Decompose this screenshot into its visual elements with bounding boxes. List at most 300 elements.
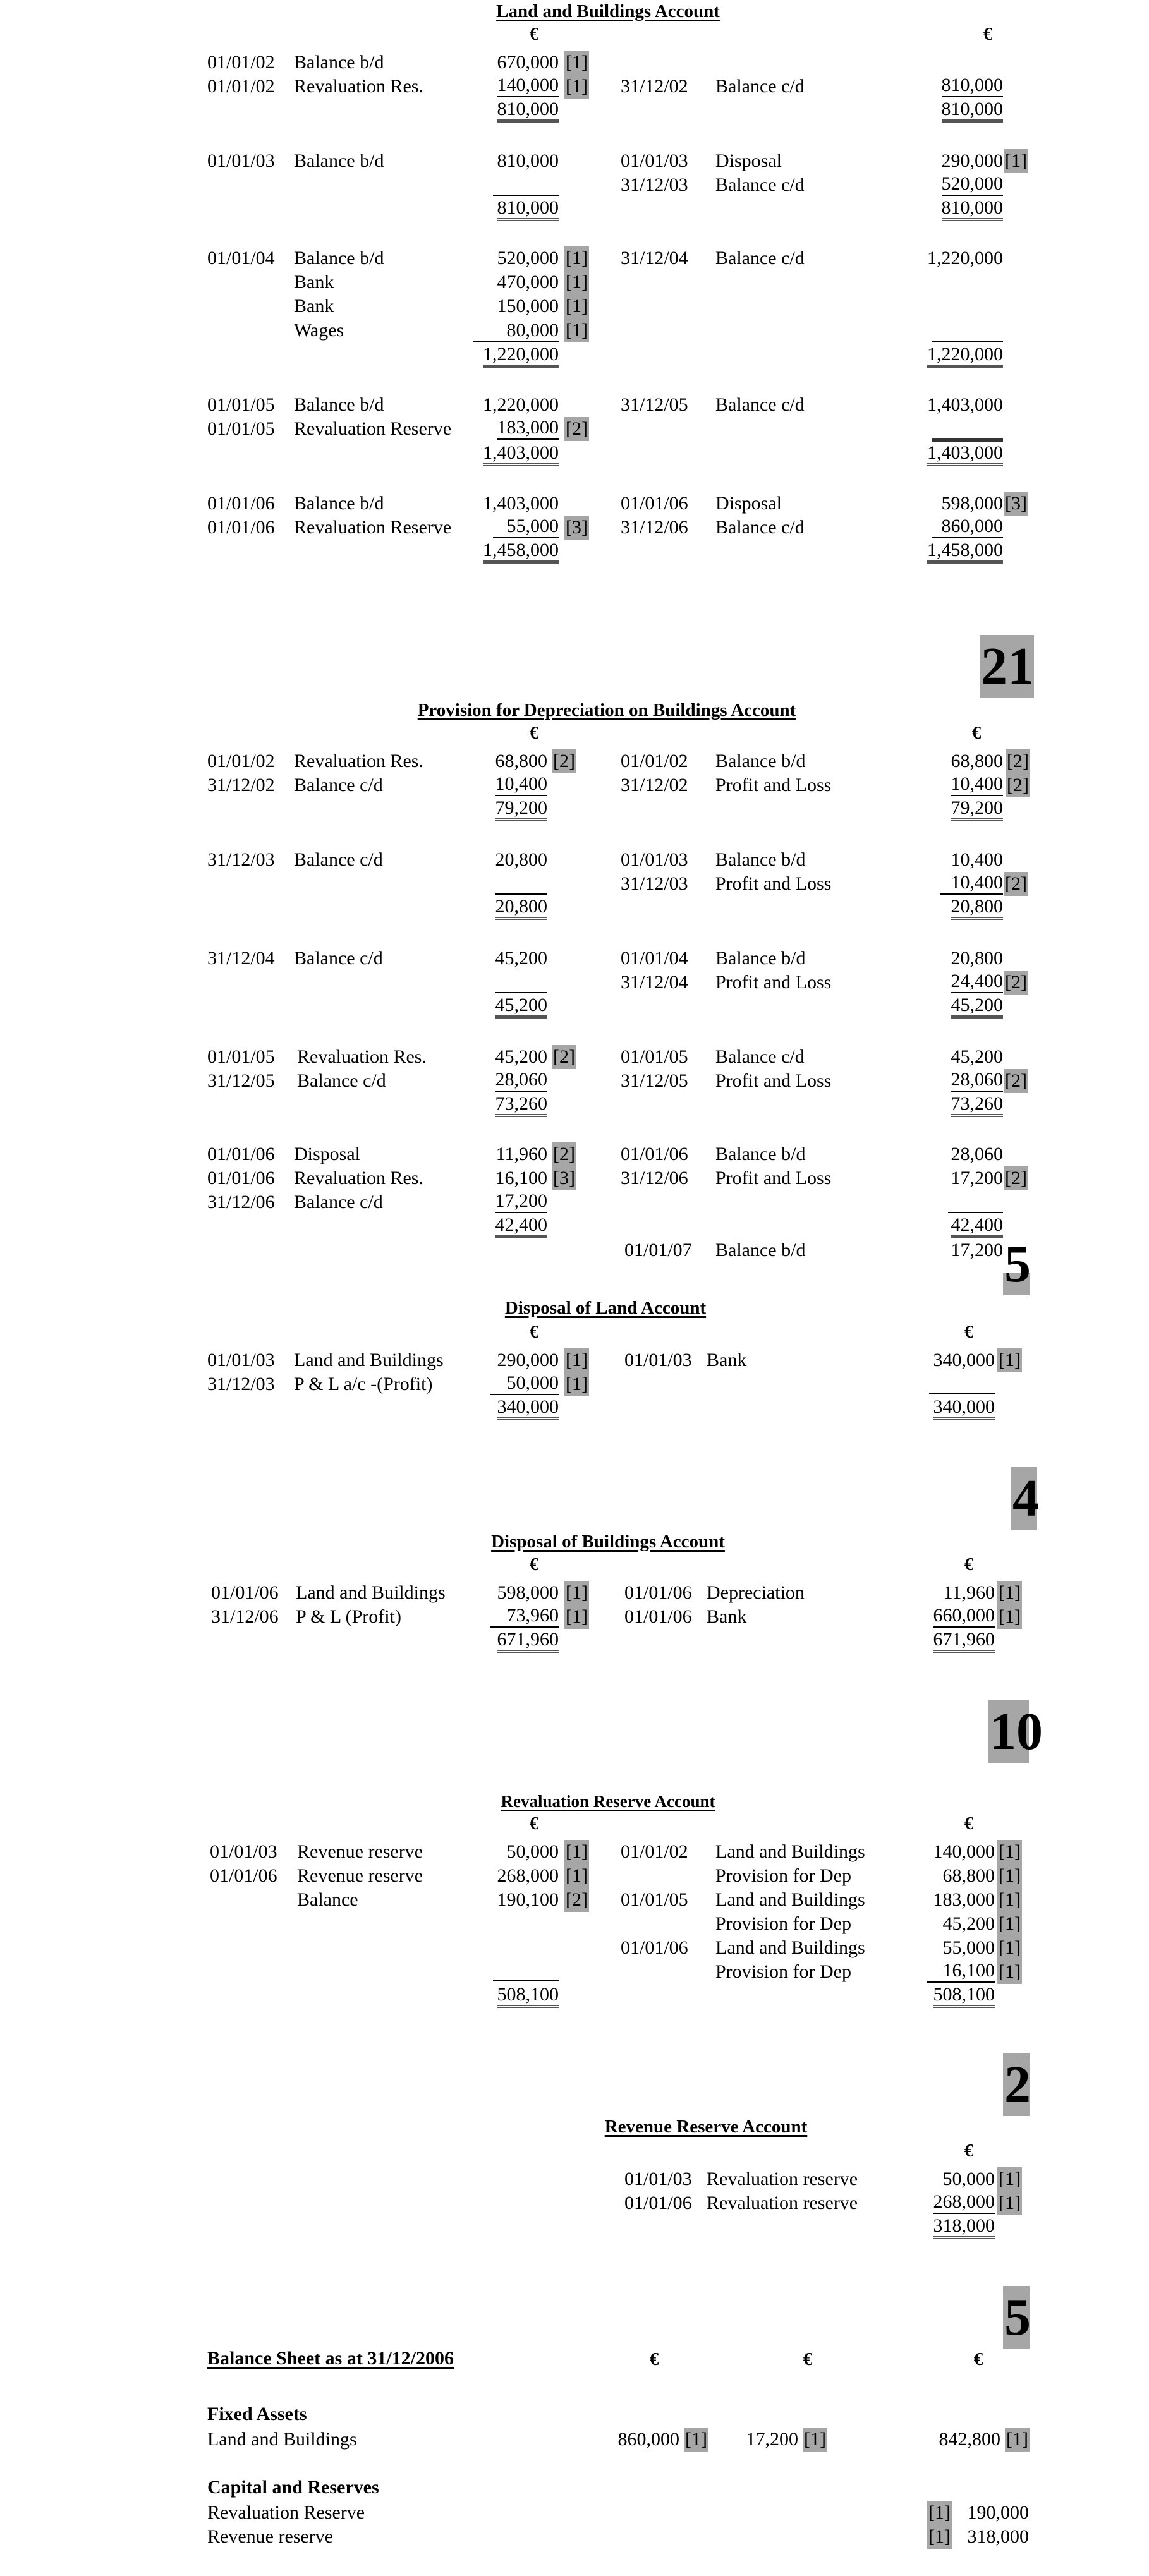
mark-badge: [1] (564, 1864, 589, 1888)
debit-desc: Balance b/d (294, 248, 384, 269)
ledger-row (0, 294, 1149, 318)
total-row (0, 442, 1149, 466)
credit-date: 01/01/06 (624, 1606, 692, 1627)
debit-amount: 28,060 (495, 1069, 548, 1092)
reserve-label: Revenue reserve (207, 2526, 334, 2547)
debit-subtotal-rule (473, 341, 559, 342)
mark-badge: [1] (927, 2525, 952, 2549)
credit-date: 01/01/02 (621, 1841, 688, 1862)
ledger-row (0, 1864, 1149, 1888)
col1-currency: € (649, 2349, 659, 2369)
reserve-value: 318,000 (967, 2526, 1029, 2547)
debit-date: 01/01/05 (207, 418, 275, 439)
mark-badge: [1] (997, 1348, 1022, 1372)
debit-date: 31/12/05 (207, 1070, 275, 1091)
credit-date: 01/01/06 (621, 1144, 688, 1164)
debit-subtotal-rule (493, 195, 559, 196)
col3-currency: € (973, 2349, 983, 2369)
debit-desc: Wages (294, 320, 344, 341)
debit-amount: 10,400 (495, 773, 548, 796)
mark-badge: [1] (1005, 2428, 1030, 2452)
mark-badge: [1] (684, 2428, 708, 2452)
credit-date: 01/01/06 (624, 2192, 692, 2213)
debit-total: 1,220,000 (483, 344, 559, 368)
credit-date: 31/12/06 (621, 1168, 688, 1188)
credit-desc: Bank (707, 1606, 747, 1627)
debit-amount: 268,000 (497, 1865, 559, 1886)
total-row (0, 1093, 1149, 1117)
credit-desc: Bank (707, 1350, 747, 1370)
credit-amount: 16,100 (927, 1960, 995, 1983)
credit-amount: 68,800 (951, 751, 1003, 771)
debit-amount: 73,960 (490, 1605, 559, 1628)
credit-desc: Land and Buildings (715, 1937, 865, 1958)
section-title: Disposal of Buildings Account (491, 1532, 725, 1552)
ledger-row (0, 1348, 1149, 1372)
credit-desc: Revaluation reserve (707, 2168, 858, 2189)
credit-desc: Balance c/d (715, 174, 805, 195)
section-title: Disposal of Land Account (504, 1298, 707, 1318)
credit-amount: 860,000 (932, 516, 1003, 538)
ledger-row (0, 1166, 1149, 1190)
credit-amount: 55,000 (942, 1937, 995, 1958)
credit-date: 31/12/06 (621, 517, 688, 538)
debit-amount: 183,000 (497, 417, 559, 440)
debit-date: 01/01/06 (207, 517, 275, 538)
mark-badge: [1] (803, 2428, 827, 2452)
debit-amount: 810,000 (497, 150, 559, 171)
debit-date: 01/01/02 (207, 52, 275, 73)
debit-date: 01/01/05 (207, 1046, 275, 1067)
debit-amount: 50,000 (506, 1841, 559, 1862)
credit-total: 671,960 (933, 1629, 995, 1653)
ledger-row (0, 1840, 1149, 1864)
total-row (0, 2215, 1149, 2239)
mark-badge: [1] (997, 1960, 1022, 1984)
ledger-row (0, 318, 1149, 342)
section-title: Revenue Reserve Account (604, 2117, 808, 2137)
debit-desc: Balance b/d (294, 150, 384, 171)
debit-desc: Balance c/d (297, 1070, 386, 1091)
debit-desc: Balance b/d (294, 493, 384, 514)
mark-badge: [1] (564, 51, 589, 75)
mark-badge: [1] (997, 1605, 1022, 1629)
ledger-row (0, 1045, 1149, 1069)
mark-badge: [1] (997, 1864, 1022, 1888)
debit-total: 508,100 (497, 1984, 559, 2008)
credit-total: 42,400 (951, 1214, 1004, 1238)
debit-total: 340,000 (497, 1396, 559, 1420)
mark-badge: [3] (1004, 492, 1028, 516)
credit-date: 01/01/06 (621, 1937, 688, 1958)
credit-desc: Provision for Dep (715, 1913, 851, 1934)
mark-badge: [2] (552, 1142, 576, 1166)
debit-total: 671,960 (497, 1629, 559, 1653)
total-row (0, 1214, 1149, 1238)
debit-date: 01/01/02 (207, 751, 275, 771)
credit-date: 01/01/05 (621, 1889, 688, 1910)
mark-badge: [2] (1006, 749, 1030, 773)
credit-desc: Land and Buildings (715, 1841, 865, 1862)
marks-badge: 2 (1003, 2053, 1030, 2116)
ledger-row (0, 173, 1149, 197)
credit-desc: Balance c/d (715, 1046, 805, 1067)
credit-date: 31/12/05 (621, 394, 688, 415)
credit-date: 01/01/04 (621, 948, 688, 969)
credit-desc: Land and Buildings (715, 1889, 865, 1910)
ledger-row (0, 1238, 1149, 1262)
credit-currency: € (964, 1322, 974, 1342)
debit-desc: Bank (294, 272, 334, 293)
credit-desc: Balance b/d (715, 1240, 806, 1261)
credit-date: 01/01/03 (621, 150, 688, 171)
debit-date: 01/01/06 (207, 493, 275, 514)
debit-currency: € (529, 723, 539, 743)
debit-desc: Land and Buildings (296, 1582, 446, 1603)
ledger-row (0, 51, 1149, 75)
debit-desc: Revaluation Res. (294, 76, 423, 97)
mark-badge: [2] (1004, 1166, 1028, 1190)
credit-desc: Provision for Dep (715, 1865, 851, 1886)
mark-badge: [2] (1004, 872, 1028, 896)
credit-desc: Balance b/d (715, 1144, 806, 1164)
credit-date: 01/01/07 (624, 1240, 692, 1261)
credit-date: 31/12/03 (621, 873, 688, 894)
ledger-row (0, 773, 1149, 797)
debit-date: 31/12/02 (207, 775, 275, 795)
ledger-row (0, 492, 1149, 516)
ledger-row (0, 1936, 1149, 1960)
mark-badge: [1] (564, 1605, 589, 1629)
marks-badge: 4 (1011, 1467, 1037, 1530)
ledger-row (0, 848, 1149, 872)
credit-desc: Disposal (715, 493, 782, 514)
ledger-row (0, 872, 1149, 896)
mark-badge: [1] (564, 1348, 589, 1372)
mark-badge: [2] (552, 749, 576, 773)
revenue-reserve-row (0, 2525, 1149, 2549)
mark-badge: [1] (997, 1936, 1022, 1960)
credit-desc: Revaluation reserve (707, 2192, 858, 2213)
section-title: Land and Buildings Account (496, 1, 720, 21)
debit-amount: 50,000 (490, 1372, 559, 1395)
credit-desc: Balance b/d (715, 849, 806, 870)
depreciation-value: 17,200 (746, 2429, 798, 2450)
credit-total: 340,000 (933, 1396, 995, 1420)
credit-amount: 24,400 (951, 971, 1004, 993)
debit-date: 31/12/06 (211, 1606, 279, 1627)
asset-label: Land and Buildings (207, 2429, 357, 2450)
debit-desc: Balance c/d (294, 1192, 383, 1212)
debit-amount: 598,000 (497, 1582, 559, 1603)
mark-badge: [2] (564, 417, 589, 441)
debit-amount: 80,000 (506, 320, 559, 341)
mark-badge: [1] (564, 1581, 589, 1605)
debit-subtotal-rule (493, 1980, 559, 1981)
credit-amount: 810,000 (942, 75, 1004, 97)
credit-total: 1,220,000 (927, 344, 1003, 368)
credit-desc: Depreciation (707, 1582, 805, 1603)
col2-currency: € (803, 2349, 813, 2369)
debit-subtotal-rule (495, 992, 547, 993)
credit-total: 318,000 (933, 2215, 995, 2239)
credit-amount: 20,800 (951, 948, 1003, 969)
debit-subtotal-rule (495, 893, 547, 895)
credit-total: 79,200 (951, 797, 1004, 821)
credit-amount: 140,000 (933, 1841, 995, 1862)
credit-date: 01/01/03 (624, 2168, 692, 2189)
credit-desc: Balance c/d (715, 394, 805, 415)
ledger-row (0, 516, 1149, 540)
fixed-assets-heading: Fixed Assets (207, 2404, 307, 2424)
credit-currency: € (964, 2141, 974, 2161)
credit-amount: 50,000 (942, 2168, 995, 2189)
credit-amount: 17,200 (951, 1240, 1003, 1261)
credit-total: 810,000 (942, 99, 1004, 123)
marks-badge-clipped (1003, 1235, 1031, 1295)
ledger-row (0, 749, 1149, 773)
debit-currency: € (529, 1322, 539, 1342)
ledger-row (0, 246, 1149, 270)
debit-date: 01/01/06 (210, 1865, 277, 1886)
credit-amount: 183,000 (933, 1889, 995, 1910)
debit-amount: 16,100 (495, 1168, 547, 1188)
debit-amount: 45,200 (495, 1046, 547, 1067)
credit-desc: Balance c/d (715, 517, 805, 538)
credit-amount: 520,000 (942, 173, 1004, 196)
credit-subtotal-rule (932, 341, 1003, 342)
ledger-row (0, 1069, 1149, 1093)
debit-date: 01/01/02 (207, 76, 275, 97)
credit-desc: Provision for Dep (715, 1961, 851, 1982)
land-buildings-row (0, 2428, 1149, 2452)
ledger-row (0, 1888, 1149, 1912)
credit-total: 1,403,000 (927, 442, 1003, 466)
credit-date: 31/12/04 (621, 248, 688, 269)
section-title: Revaluation Reserve Account (501, 1792, 715, 1811)
mark-badge: [1] (997, 1581, 1022, 1605)
mark-badge: [1] (564, 246, 589, 270)
credit-amount: 1,403,000 (927, 394, 1003, 415)
credit-currency: € (971, 723, 982, 743)
credit-amount: 10,400 (951, 773, 1004, 796)
debit-total: 20,800 (495, 896, 548, 920)
credit-amount: 10,400 (940, 872, 1003, 895)
credit-total: 20,800 (951, 896, 1004, 920)
credit-subtotal-rule (929, 1393, 995, 1394)
credit-amount: 290,000 (941, 150, 1003, 171)
debit-desc: Land and Buildings (294, 1350, 444, 1370)
debit-date: 01/01/05 (207, 394, 275, 415)
mark-badge: [1] (564, 294, 589, 318)
ledger-row (0, 1581, 1149, 1605)
credit-desc: Balance c/d (715, 248, 805, 269)
debit-desc: Balance b/d (294, 52, 384, 73)
credit-amount: 17,200 (951, 1168, 1003, 1188)
credit-amount: 28,060 (951, 1144, 1003, 1164)
debit-desc: Revaluation Reserve (294, 418, 452, 439)
ledger-row (0, 1142, 1149, 1166)
mark-badge: [2] (1004, 1069, 1028, 1093)
marks-badge: 10 (988, 1700, 1029, 1763)
debit-total: 79,200 (495, 797, 548, 821)
balance-sheet-title: Balance Sheet as at 31/12/2006 (207, 2348, 454, 2369)
credit-desc: Profit and Loss (715, 775, 832, 795)
total-row (0, 995, 1149, 1019)
total-row (0, 344, 1149, 368)
credit-total: 810,000 (942, 197, 1004, 221)
total-row (0, 540, 1149, 564)
debit-amount: 45,200 (495, 948, 547, 969)
ledger-row (0, 393, 1149, 417)
debit-date: 31/12/03 (207, 849, 275, 870)
debit-desc: Balance b/d (294, 394, 384, 415)
debit-amount: 520,000 (497, 248, 559, 269)
credit-date: 01/01/06 (624, 1582, 692, 1603)
total-row (0, 197, 1149, 221)
credit-date: 01/01/06 (621, 493, 688, 514)
debit-amount: 150,000 (497, 296, 559, 317)
ledger-row (0, 1960, 1149, 1984)
credit-date: 01/01/03 (621, 849, 688, 870)
debit-amount: 670,000 (497, 52, 559, 73)
mark-badge: [2] (564, 1888, 589, 1912)
credit-total: 45,200 (951, 995, 1004, 1019)
mark-badge: [1] (564, 318, 589, 342)
debit-date: 31/12/03 (207, 1374, 275, 1394)
debit-desc: Balance c/d (294, 775, 383, 795)
mark-badge: [1] (997, 2191, 1022, 2215)
credit-date: 01/01/05 (621, 1046, 688, 1067)
total-row (0, 896, 1149, 920)
ledger-row (0, 2191, 1149, 2215)
debit-desc: Balance c/d (294, 948, 383, 969)
credit-currency: € (983, 24, 993, 44)
credit-subtotal-rule (948, 1212, 1003, 1213)
ledger-row (0, 971, 1149, 995)
total-row (0, 797, 1149, 821)
credit-date: 01/01/03 (624, 1350, 692, 1370)
debit-date: 31/12/04 (207, 948, 275, 969)
revaluation-reserve-row (0, 2501, 1149, 2525)
credit-amount: 45,200 (942, 1913, 995, 1934)
credit-desc: Disposal (715, 150, 782, 171)
mark-badge: [2] (1004, 971, 1028, 995)
credit-amount: 268,000 (933, 2191, 995, 2214)
credit-amount: 340,000 (933, 1350, 995, 1370)
ledger-row (0, 1190, 1149, 1214)
mark-badge: [3] (552, 1166, 576, 1190)
debit-desc: Revenue reserve (297, 1841, 423, 1862)
marks-badge: 5 (1003, 2286, 1030, 2349)
credit-total: 508,100 (933, 1984, 995, 2008)
debit-amount: 470,000 (497, 272, 559, 293)
mark-badge: [1] (997, 1888, 1022, 1912)
debit-desc: Disposal (294, 1144, 360, 1164)
debit-amount: 1,403,000 (483, 493, 559, 514)
credit-date: 01/01/02 (621, 751, 688, 771)
debit-desc: Balance (297, 1889, 358, 1910)
credit-date: 31/12/04 (621, 972, 688, 993)
ledger-row (0, 417, 1149, 441)
credit-desc: Balance b/d (715, 751, 806, 771)
credit-desc: Profit and Loss (715, 972, 832, 993)
debit-amount: 290,000 (497, 1350, 559, 1370)
mark-badge: [1] (564, 270, 589, 294)
mark-badge: [1] (1004, 149, 1028, 173)
debit-desc: Balance c/d (294, 849, 383, 870)
debit-desc: Bank (294, 296, 334, 317)
total-row (0, 99, 1149, 123)
credit-date: 31/12/02 (621, 76, 688, 97)
debit-desc: Revaluation Reserve (294, 517, 452, 538)
debit-date: 01/01/06 (207, 1144, 275, 1164)
cost-value: 860,000 (617, 2429, 679, 2450)
credit-amount: 11,960 (943, 1582, 995, 1603)
debit-total: 73,260 (495, 1093, 548, 1117)
mark-badge: [1] (927, 2501, 952, 2525)
credit-amount: 45,200 (951, 1046, 1003, 1067)
ledger-row (0, 1605, 1149, 1629)
reserve-label: Revaluation Reserve (207, 2502, 365, 2523)
credit-date: 31/12/02 (621, 775, 688, 795)
credit-amount: 68,800 (942, 1865, 995, 1886)
mark-badge: [2] (552, 1045, 576, 1069)
mark-badge: [1] (564, 1372, 589, 1396)
total-row (0, 1984, 1149, 2008)
debit-amount: 190,100 (497, 1889, 559, 1910)
mark-badge: [1] (564, 1840, 589, 1864)
debit-date: 01/01/06 (211, 1582, 279, 1603)
debit-date: 31/12/06 (207, 1192, 275, 1212)
mark-badge: [1] (997, 2167, 1022, 2191)
reserve-value: 190,000 (967, 2502, 1029, 2523)
debit-desc: Revaluation Res. (294, 751, 423, 771)
credit-date: 31/12/05 (621, 1070, 688, 1091)
debit-total: 810,000 (497, 197, 559, 221)
credit-desc: Profit and Loss (715, 873, 832, 894)
marks-badge-glyph: 5 (1004, 1235, 1031, 1293)
capital-reserves-heading: Capital and Reserves (207, 2477, 379, 2498)
credit-desc: Balance c/d (715, 76, 805, 97)
debit-total: 1,458,000 (483, 540, 559, 564)
mark-badge: [3] (564, 516, 589, 540)
mark-badge: [1] (564, 75, 589, 99)
debit-date: 01/01/03 (210, 1841, 277, 1862)
credit-currency: € (964, 1813, 974, 1834)
ledger-row (0, 270, 1149, 294)
section-title: Provision for Depreciation on Buildings Account (417, 700, 796, 720)
debit-currency: € (529, 1554, 539, 1575)
ledger-row (0, 946, 1149, 971)
credit-desc: Profit and Loss (715, 1070, 832, 1091)
debit-date: 01/01/03 (207, 1350, 275, 1370)
credit-desc: Balance b/d (715, 948, 806, 969)
credit-amount: 10,400 (951, 849, 1003, 870)
ledger-row (0, 2167, 1149, 2191)
nbv-value: 842,800 (939, 2429, 1000, 2450)
debit-date: 01/01/04 (207, 248, 275, 269)
debit-currency: € (529, 24, 539, 44)
ledger-row (0, 1912, 1149, 1936)
mark-badge: [2] (1006, 773, 1030, 797)
ledger-row (0, 149, 1149, 173)
credit-total: 1,458,000 (927, 540, 1003, 564)
debit-amount: 17,200 (495, 1190, 548, 1213)
ledger-row (0, 75, 1149, 99)
debit-amount: 140,000 (497, 75, 559, 97)
credit-amount: 598,000 (941, 493, 1003, 514)
